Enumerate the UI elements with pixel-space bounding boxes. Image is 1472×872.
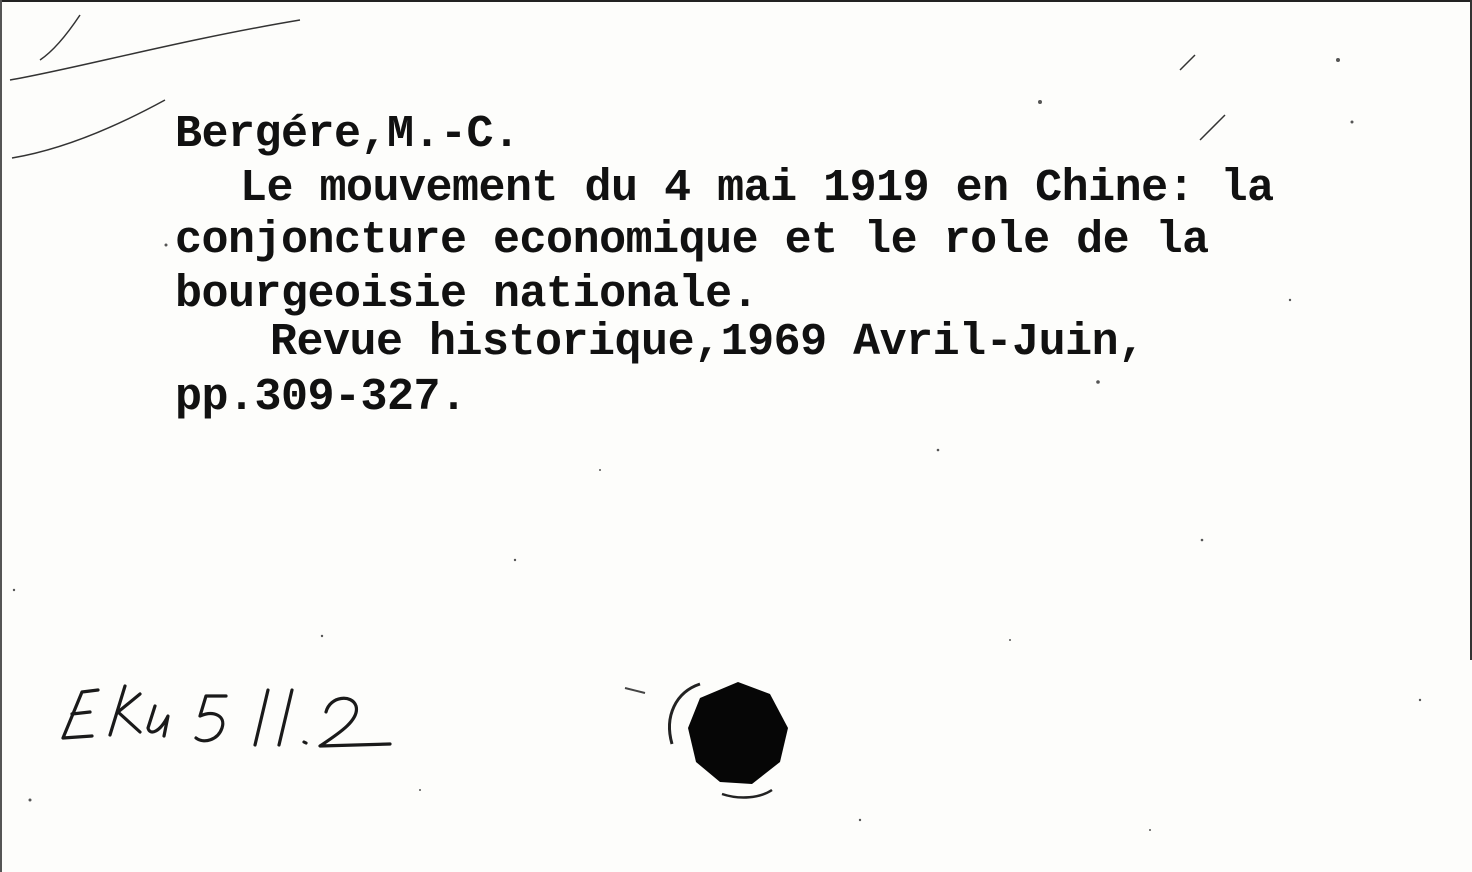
title-line-1: Le mouvement du 4 mai 1919 en Chine: la: [240, 163, 1274, 214]
title-line-2: conjoncture economique et le role de la: [175, 215, 1209, 266]
pages-line: pp.309-327.: [175, 372, 467, 423]
author-line: Bergére,M.-C.: [175, 109, 520, 160]
journal-line: Revue historique,1969 Avril-Juin,: [270, 317, 1145, 368]
filing-hole: [625, 682, 788, 797]
handwritten-shelf-mark: [63, 686, 390, 746]
title-line-3: bourgeoisie nationale.: [175, 269, 759, 320]
